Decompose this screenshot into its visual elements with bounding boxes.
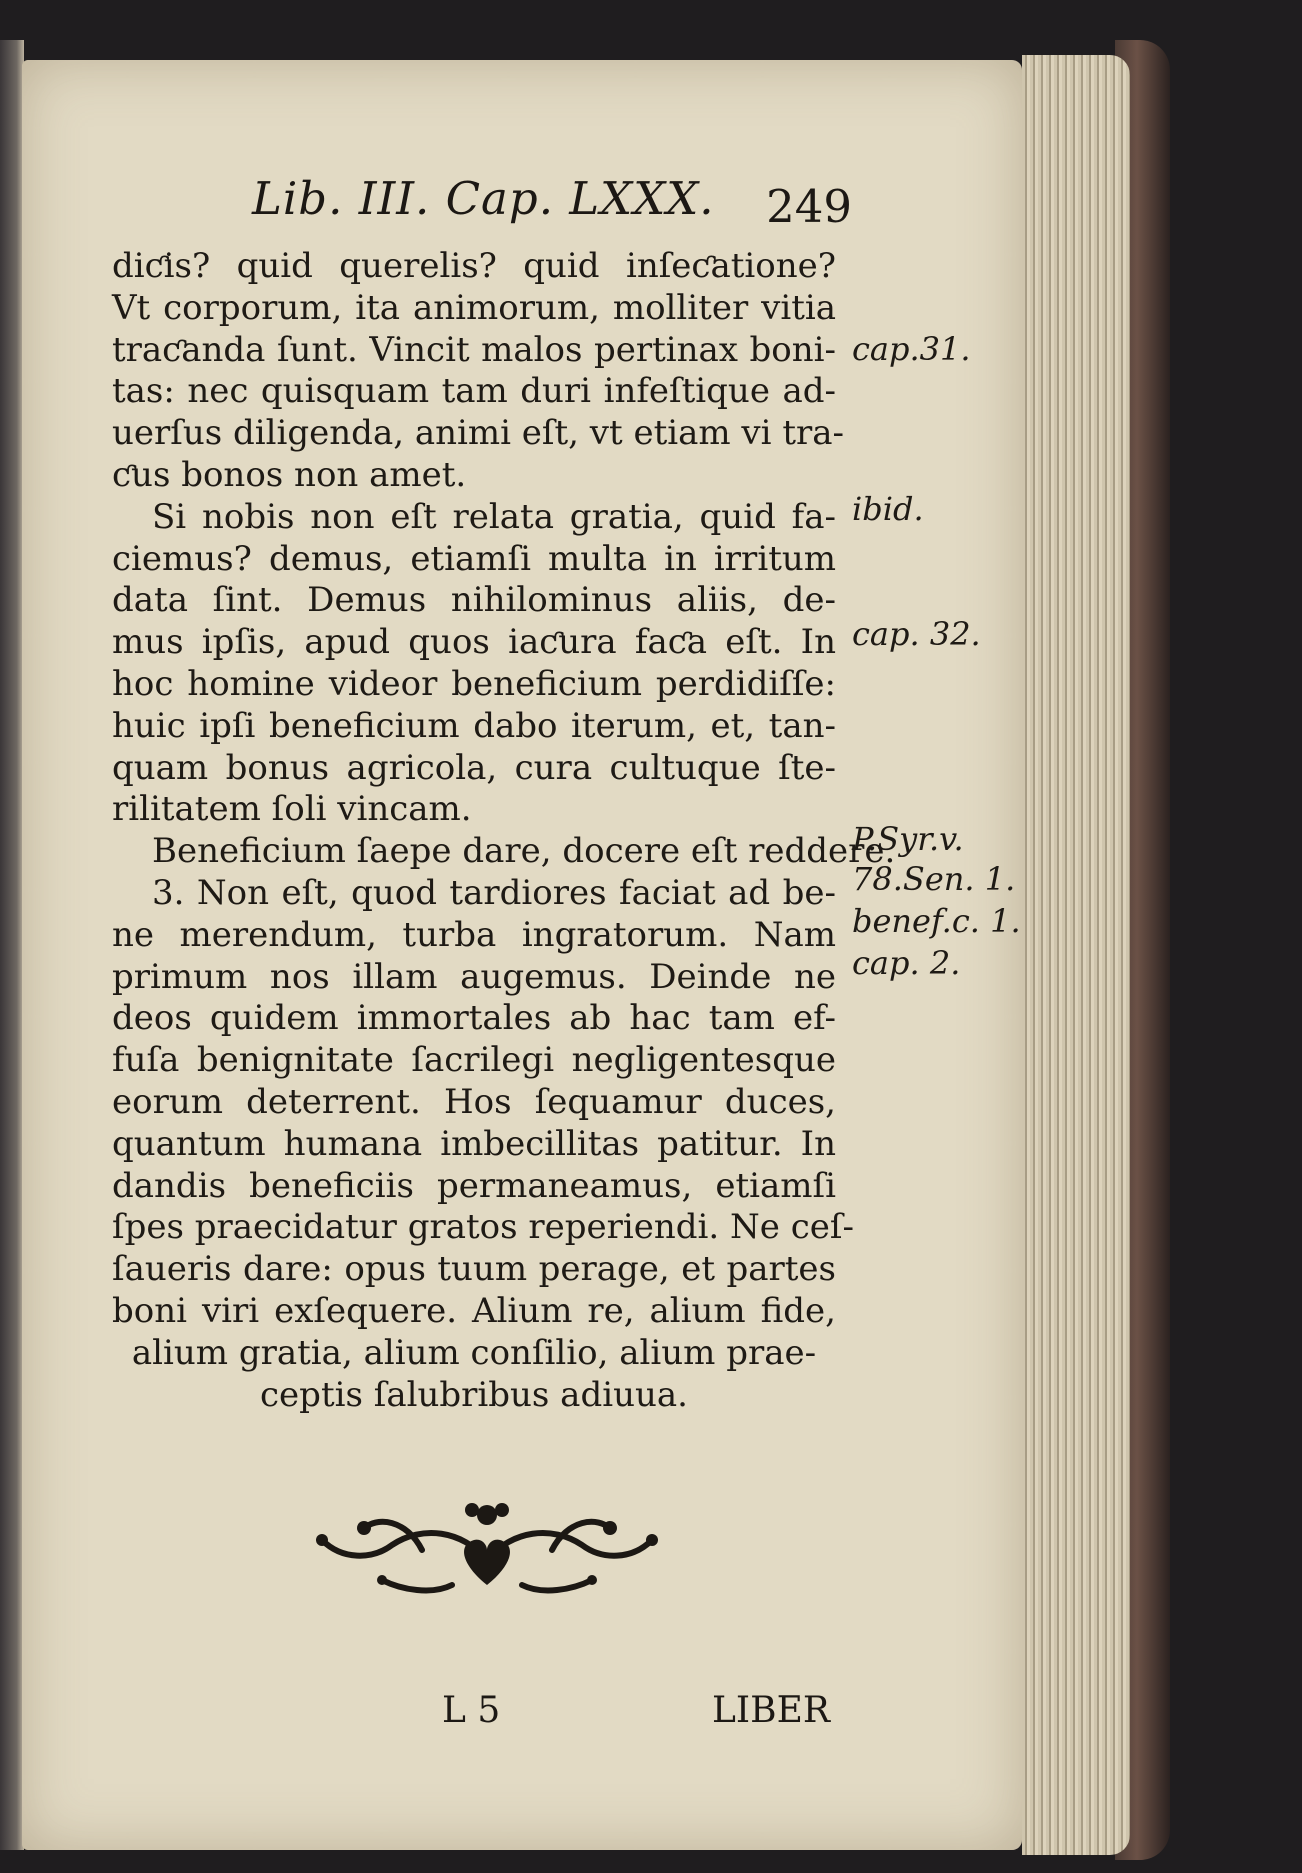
text-line: diƈis? quid querelis? quid inſeƈatione? — [112, 246, 836, 286]
margin-note: P.Syr.v. — [852, 820, 964, 858]
text-line: ciemus? demus, etiamſi multa in irritum — [112, 538, 836, 579]
page-header — [252, 172, 852, 232]
text-line: alium gratia, alium conſilio, alium prae- — [131, 1332, 817, 1373]
text-line: fuſa benignitate ſacrilegi negligentesque — [112, 1040, 836, 1081]
margin-note: cap. 2. — [852, 944, 961, 982]
text-line: rilitatem ſoli vincam. — [112, 789, 472, 830]
text-line: eorum deterrent. Hos ſequamur duces, — [112, 1081, 836, 1122]
text-line: traƈanda ſunt. Vincit malos pertinax boni- — [112, 329, 836, 370]
text-line: ſpes praecidatur gratos reperiendi. Ne ceſ- — [112, 1207, 854, 1248]
book-page — [22, 60, 1022, 1850]
text-line: Vt corporum, ita animorum, molliter vitia — [112, 287, 836, 328]
margin-note: benef.c. 1. — [852, 902, 1021, 940]
text-line: quantum humana imbecillitas patitur. In — [112, 1123, 836, 1164]
text-line: dandis beneficiis permaneamus, etiamſi — [112, 1165, 836, 1206]
text-line: 3. Non eſt, quod tardiores faciat ad be- — [152, 872, 836, 913]
text-line: ſaueris dare: opus tuum perage, et partes — [112, 1249, 836, 1290]
page-block-edges — [1022, 55, 1130, 1855]
text-line: deos quidem immortales ab hac tam ef- — [112, 998, 836, 1039]
text-line: huic ipſi beneficium dabo iterum, et, tan- — [112, 705, 836, 746]
text-line: ƈus bonos non amet. — [112, 454, 467, 495]
previous-page-edge — [0, 40, 24, 1850]
floral-ornament — [302, 1490, 672, 1605]
text-line: uerſus diligenda, animi eſt, vt etiam vi tra- — [112, 413, 844, 454]
page-number: 249 — [766, 180, 852, 233]
text-line: Si nobis non eſt relata gratia, quid fa- — [152, 496, 836, 537]
catchword: LIBER — [712, 1690, 830, 1731]
page-footer — [22, 1690, 1022, 1740]
margin-note: 78.Sen. 1. — [852, 860, 1016, 898]
text-line: tas: nec quisquam tam duri infeſtique ad- — [112, 371, 836, 412]
text-line: data ſint. Demus nihilominus aliis, de- — [112, 580, 836, 621]
text-line: hoc homine videor beneficium perdidiſſe: — [112, 663, 836, 704]
margin-note: cap.31. — [852, 330, 971, 368]
text-line: mus ipſis, apud quos iaƈura faƈa eſt. In — [112, 622, 836, 663]
text-line: boni viri exſequere. Alium re, alium fide, — [112, 1290, 836, 1331]
text-line: ne merendum, turba ingratorum. Nam — [112, 914, 836, 955]
text-line: primum nos illam augemus. Deinde ne — [112, 956, 836, 997]
margin-note: ibid. — [852, 490, 924, 528]
text-line: quam bonus agricola, cura cultuque ſte- — [112, 747, 836, 788]
text-line: ceptis ſalubribus adiuua. — [260, 1374, 688, 1415]
text-line: Beneficium ſaepe dare, docere eſt reddere. — [152, 831, 896, 872]
running-title: Lib. III. Cap. LXXX. — [252, 172, 715, 225]
margin-note: cap. 32. — [852, 615, 981, 653]
signature-mark: L 5 — [442, 1690, 501, 1731]
